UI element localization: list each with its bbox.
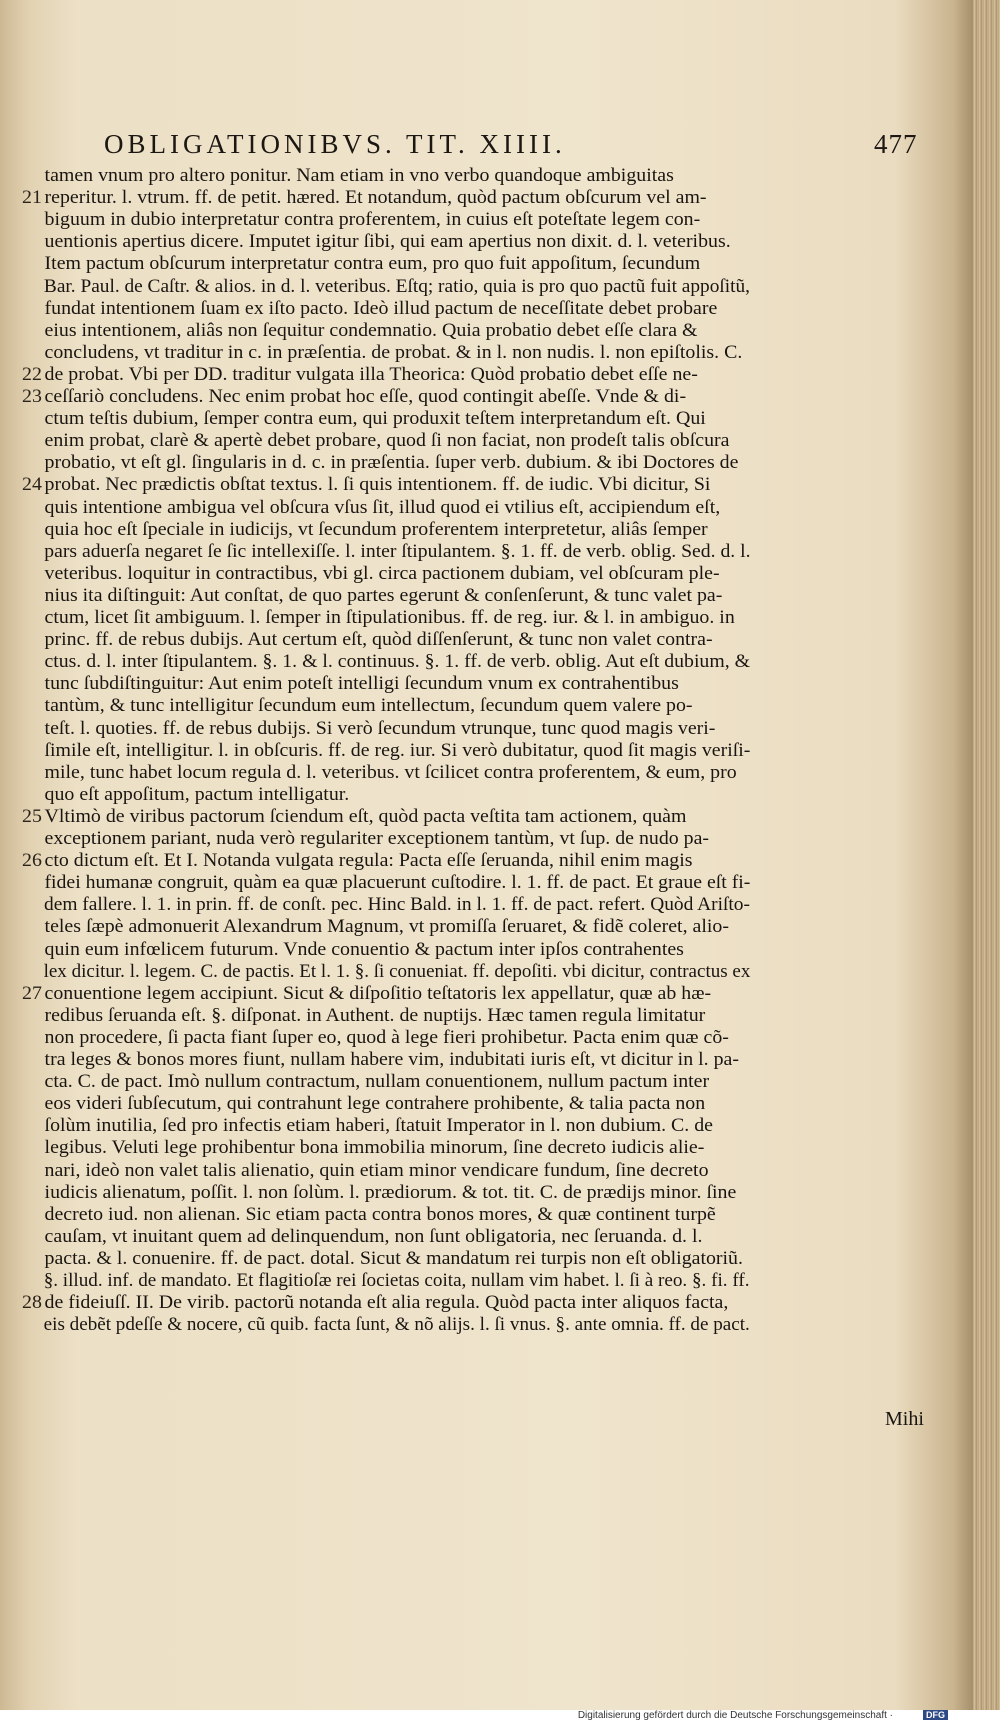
text-line bbox=[22, 563, 720, 585]
text-line bbox=[22, 1027, 729, 1049]
line-text: ctum teſtis dubium, ſemper contra eum, qui produxit teſtem interpretandum eſt. Qui bbox=[44, 408, 706, 430]
text-line bbox=[22, 231, 731, 253]
dfg-logo: DFG bbox=[923, 1710, 948, 1720]
text-line bbox=[22, 541, 750, 563]
line-text: fundat intentionem ſuam ex iſto pacto. Ideò illud pactum de neceſſitate debet probare bbox=[44, 297, 718, 319]
page-edges bbox=[973, 0, 1000, 1710]
line-text: pacta. & l. conuenire. ff. de pact. dotal. Sicut & mandatum rei turpis non eſt obligatoriũ. bbox=[44, 1247, 743, 1269]
text-line bbox=[22, 651, 750, 673]
margin-number: 22 bbox=[22, 363, 42, 385]
text-line bbox=[22, 497, 720, 519]
line-text: biguum in dubio interpretatur contra proferentem, in cuius eſt poteſtate legem con- bbox=[44, 209, 701, 231]
text-line bbox=[22, 850, 693, 872]
page-number: 477 bbox=[874, 129, 918, 159]
text-line bbox=[22, 209, 700, 231]
line-text: ſolùm inutilia, ſed pro infectis etiam haberi, ſtatuit Imperator in l. non dubium. C. de bbox=[44, 1115, 714, 1137]
line-text: concludens, vt traditur in c. in præſentia. de probat. & in l. non nudis. l. non epiſtolis. C. bbox=[44, 341, 743, 363]
footer bbox=[0, 1710, 1000, 1723]
text-line bbox=[22, 740, 750, 762]
text-line bbox=[22, 364, 698, 386]
line-text: iudicis alienatum, poſſit. l. non ſolùm. l. prædiorum. & tot. tit. C. de prædijs minor. ſine bbox=[44, 1181, 737, 1203]
text-line bbox=[22, 474, 710, 496]
line-text: redibus ſeruanda eſt. §. diſponat. in Authent. de nuptijs. Hæc tamen regula limitatur bbox=[44, 1004, 706, 1026]
line-text: quin eum infœlicem futurum. Vnde conuentio & pactum inter ipſos contrahentes bbox=[44, 938, 684, 960]
line-text: eius intentionem, aliâs non ſequitur condemnatio. Quia probatio debet eſſe clara & bbox=[44, 319, 698, 341]
text-line bbox=[22, 695, 693, 717]
text-line bbox=[22, 342, 742, 364]
catchword: Mihi bbox=[885, 1408, 924, 1430]
text-line bbox=[22, 762, 737, 784]
text-line bbox=[22, 983, 711, 1005]
text-line bbox=[22, 1137, 704, 1159]
line-text: quo eſt appoſitum, pactum intelligatur. bbox=[44, 783, 350, 805]
text-line bbox=[22, 408, 706, 430]
line-text: cto dictum eſt. Et I. Notanda vulgata regula: Pacta eſſe ſeruanda, nihil enim magis bbox=[44, 850, 693, 872]
line-text: cta. C. de pact. Imò nullum contractum, nullam conuentionem, nullum pactum inter bbox=[44, 1071, 710, 1093]
text-line bbox=[22, 1071, 709, 1093]
running-header bbox=[104, 129, 924, 165]
line-text: enim probat, clarè & apertè debet probare, quod ſi non faciat, non prodeſt talis obſcura bbox=[44, 430, 730, 452]
text-line bbox=[22, 298, 717, 320]
margin-number: 24 bbox=[22, 474, 42, 496]
text-line bbox=[22, 806, 686, 828]
text-line bbox=[22, 253, 700, 275]
margin-number: 21 bbox=[22, 187, 42, 209]
line-text: tamen vnum pro altero ponitur. Nam etiam in vno verbo quandoque ambiguitas bbox=[44, 165, 674, 186]
line-text: probat. Nec prædictis obſtat textus. l. ſi quis intentionem. ff. de iudic. Vbi dicitur, Si bbox=[44, 474, 711, 496]
line-text: legibus. Veluti lege prohibentur bona immobilia minorum, ſine decreto iudicis alie- bbox=[44, 1137, 705, 1159]
line-text: eis debẽt pdeſſe & nocere, cũ quib. facta ſunt, & nõ alijs. l. ſi vnus. §. ante omnia. ff. de pact. bbox=[43, 1314, 750, 1336]
line-text: tunc ſubdiſtinguitur: Aut enim poteſt intelligi ſecundum vnum ex contrahentibus bbox=[44, 673, 679, 695]
text-line bbox=[22, 1314, 750, 1336]
text-line bbox=[22, 386, 686, 408]
margin-number: 28 bbox=[22, 1292, 42, 1314]
line-text: dem fallere. l. 1. in prin. ff. de conſt. pec. Hinc Bald. in l. 1. ff. de pact. refert. Quòd Ariſto- bbox=[44, 894, 750, 916]
line-text: quis intentione ambigua vel obſcura vſus ſit, illud quod ei vtilius eſt, accipiendum eſt, bbox=[44, 496, 721, 518]
line-text: ctus. d. l. inter ſtipulantem. §. 1. & l. continuus. §. 1. ff. de verb. oblig. Aut eſt dubium, & bbox=[44, 651, 750, 673]
line-text: Vltimò de viribus pactorum ſciendum eſt, quòd pacta veſtita tam actionem, quàm bbox=[44, 805, 687, 827]
margin-number: 23 bbox=[22, 386, 42, 407]
text-line bbox=[22, 320, 697, 342]
line-text: princ. ff. de rebus dubijs. Aut certum eſt, quòd diſſenſerunt, & tunc non valet contra- bbox=[44, 629, 713, 651]
text-line bbox=[22, 673, 679, 695]
text-line bbox=[22, 916, 729, 938]
text-line bbox=[22, 1182, 736, 1204]
text-line bbox=[22, 784, 349, 806]
text-line bbox=[22, 1204, 716, 1226]
line-text: ctum, licet ſit ambiguum. l. ſemper in ſtipulationibus. ff. de reg. iur. & l. in ambiguo. in bbox=[44, 607, 735, 628]
line-text: §. illud. inf. de mandato. Et flagitioſæ rei ſocietas coita, nullam vim habet. l. ſi à reo. §. fi. ff. bbox=[43, 1270, 750, 1291]
line-text: nari, ideò non valet talis alienatio, quin etiam minor vendicare fundum, ſine decreto bbox=[44, 1159, 709, 1181]
running-title: OBLIGATIONIBVS. TIT. XIIII. bbox=[104, 129, 566, 159]
line-text: teles ſæpè admonuerit Alexandrum Magnum, vt promiſſa ſeruaret, & fidẽ coleret, alio- bbox=[44, 916, 729, 938]
text-line bbox=[22, 165, 674, 187]
line-text: non procedere, ſi pacta fiant ſuper eo, quod à lege fieri prohibetur. Pacta enim quæ cõ- bbox=[44, 1026, 729, 1048]
line-text: conuentione legem accipiunt. Sicut & diſpoſitio teſtatoris lex appellatur, quæ ab hæ- bbox=[44, 982, 712, 1004]
line-text: exceptionem pariant, nuda verò regulariter exceptionem tantùm, vt ſup. de nudo pa- bbox=[44, 828, 710, 849]
line-text: reperitur. l. vtrum. ff. de petit. hæred. Et notandum, quòd pactum obſcurum vel am- bbox=[44, 187, 707, 209]
text-line bbox=[22, 187, 707, 209]
text-line bbox=[22, 894, 750, 916]
text-line bbox=[22, 1248, 743, 1270]
text-line bbox=[22, 452, 738, 474]
text-line bbox=[22, 939, 684, 961]
text-line bbox=[22, 961, 750, 983]
text-line bbox=[22, 519, 708, 541]
text-line bbox=[22, 872, 750, 894]
line-text: ceſſariò concludens. Nec enim probat hoc eſſe, quod contingit abeſſe. Vnde & di- bbox=[44, 386, 687, 407]
text-line bbox=[22, 718, 715, 740]
line-text: eos videri ſubſecutum, qui contrahunt lege contrahere prohibente, & talia pacta non bbox=[44, 1093, 706, 1115]
line-text: veteribus. loquitur in contractibus, vbi gl. circa pactionem dubiam, vel obſcuram ple- bbox=[44, 562, 720, 584]
text-line bbox=[22, 1226, 702, 1248]
line-text: ſimile eſt, intelligitur. l. in obſcuris. ff. de reg. iur. Si verò dubitatur, quod ſit magis veriſi- bbox=[44, 739, 751, 761]
text-line bbox=[22, 828, 709, 850]
text-line bbox=[22, 607, 735, 629]
text-line bbox=[22, 1115, 713, 1137]
line-text: teſt. l. quoties. ff. de rebus dubijs. Si verò ſecundum vtrunque, tunc quod magis veri- bbox=[44, 717, 716, 739]
line-text: probatio, vt eſt gl. ſingularis in d. c. in præſentia. ſuper verb. dubium. & ibi Doctores de bbox=[44, 452, 739, 474]
text-line bbox=[22, 276, 750, 298]
line-text: tantùm, & tunc intelligitur ſecundum eum intellectum, ſecundum quem valere po- bbox=[44, 695, 693, 717]
text-line bbox=[22, 1093, 705, 1115]
line-text: fidei humanæ congruit, quàm ea quæ placuerunt cuſtodire. l. 1. ff. de pact. Et graue eſt fi- bbox=[44, 872, 751, 894]
line-text: decreto iud. non alienan. Sic etiam pacta contra bonos mores, & quæ continent turpẽ bbox=[44, 1203, 716, 1225]
margin-number: 27 bbox=[22, 982, 42, 1004]
line-text: mile, tunc habet locum regula d. l. veteribus. vt ſcilicet contra proferentem, & eum, pro bbox=[44, 761, 737, 783]
text-line bbox=[22, 1005, 705, 1027]
line-text: Bar. Paul. de Caſtr. & alios. in d. l. veteribus. Eſtq; ratio, quia is pro quo pactũ fuit appoſitũ, bbox=[43, 275, 751, 297]
line-text: cauſam, vt inuitant quem ad delinquendum, non ſunt obligatoria, nec ſeruanda. d. l. bbox=[44, 1225, 703, 1247]
line-text: de fideiuſſ. II. De virib. pactorũ notanda eſt alia regula. Quòd pacta inter aliquos facta, bbox=[44, 1292, 729, 1314]
margin-number: 26 bbox=[22, 850, 42, 872]
text-line bbox=[22, 430, 729, 452]
line-text: pars aduerſa negaret ſe ſic intellexiſſe. l. inter ſtipulantem. §. 1. ff. de verb. oblig. Sed. d. l. bbox=[44, 540, 751, 562]
margin-number: 25 bbox=[22, 805, 42, 827]
text-line bbox=[22, 1270, 750, 1292]
line-text: tra leges & bonos mores fiunt, nullam habere vim, indubitati iuris eſt, vt dicitur in l. pa- bbox=[44, 1049, 739, 1070]
line-text: Item pactum obſcurum interpretatur contra eum, pro quo fuit appoſitum, ſecundum bbox=[44, 253, 701, 275]
line-text: nius ita diſtinguit: Aut conſtat, de quo partes egerunt & conſenſerunt, & tunc valet pa- bbox=[44, 584, 723, 606]
text-line bbox=[22, 585, 722, 607]
text-line bbox=[22, 1049, 739, 1071]
line-text: lex dicitur. l. legem. C. de pactis. Et l. 1. §. ſi conueniat. ff. depoſiti. vbi dicitur, contractus ex bbox=[43, 960, 751, 982]
line-text: quia hoc eſt ſpeciale in iudicijs, vt ſecundum proferentem interpretetur, aliâs ſemper bbox=[44, 518, 708, 540]
text-line bbox=[22, 1160, 709, 1182]
footer-credit: Digitalisierung gefördert durch die Deutsche Forschungsgemeinschaft · bbox=[577, 1710, 893, 1721]
line-text: uentionis apertius dicere. Imputet igitur ſibi, qui eam apertius non dixit. d. l. veteribus. bbox=[44, 231, 731, 253]
text-line bbox=[22, 1292, 728, 1314]
text-line bbox=[22, 629, 713, 651]
line-text: de probat. Vbi per DD. traditur vulgata illa Theorica: Quòd probatio debet eſſe ne- bbox=[44, 363, 698, 385]
